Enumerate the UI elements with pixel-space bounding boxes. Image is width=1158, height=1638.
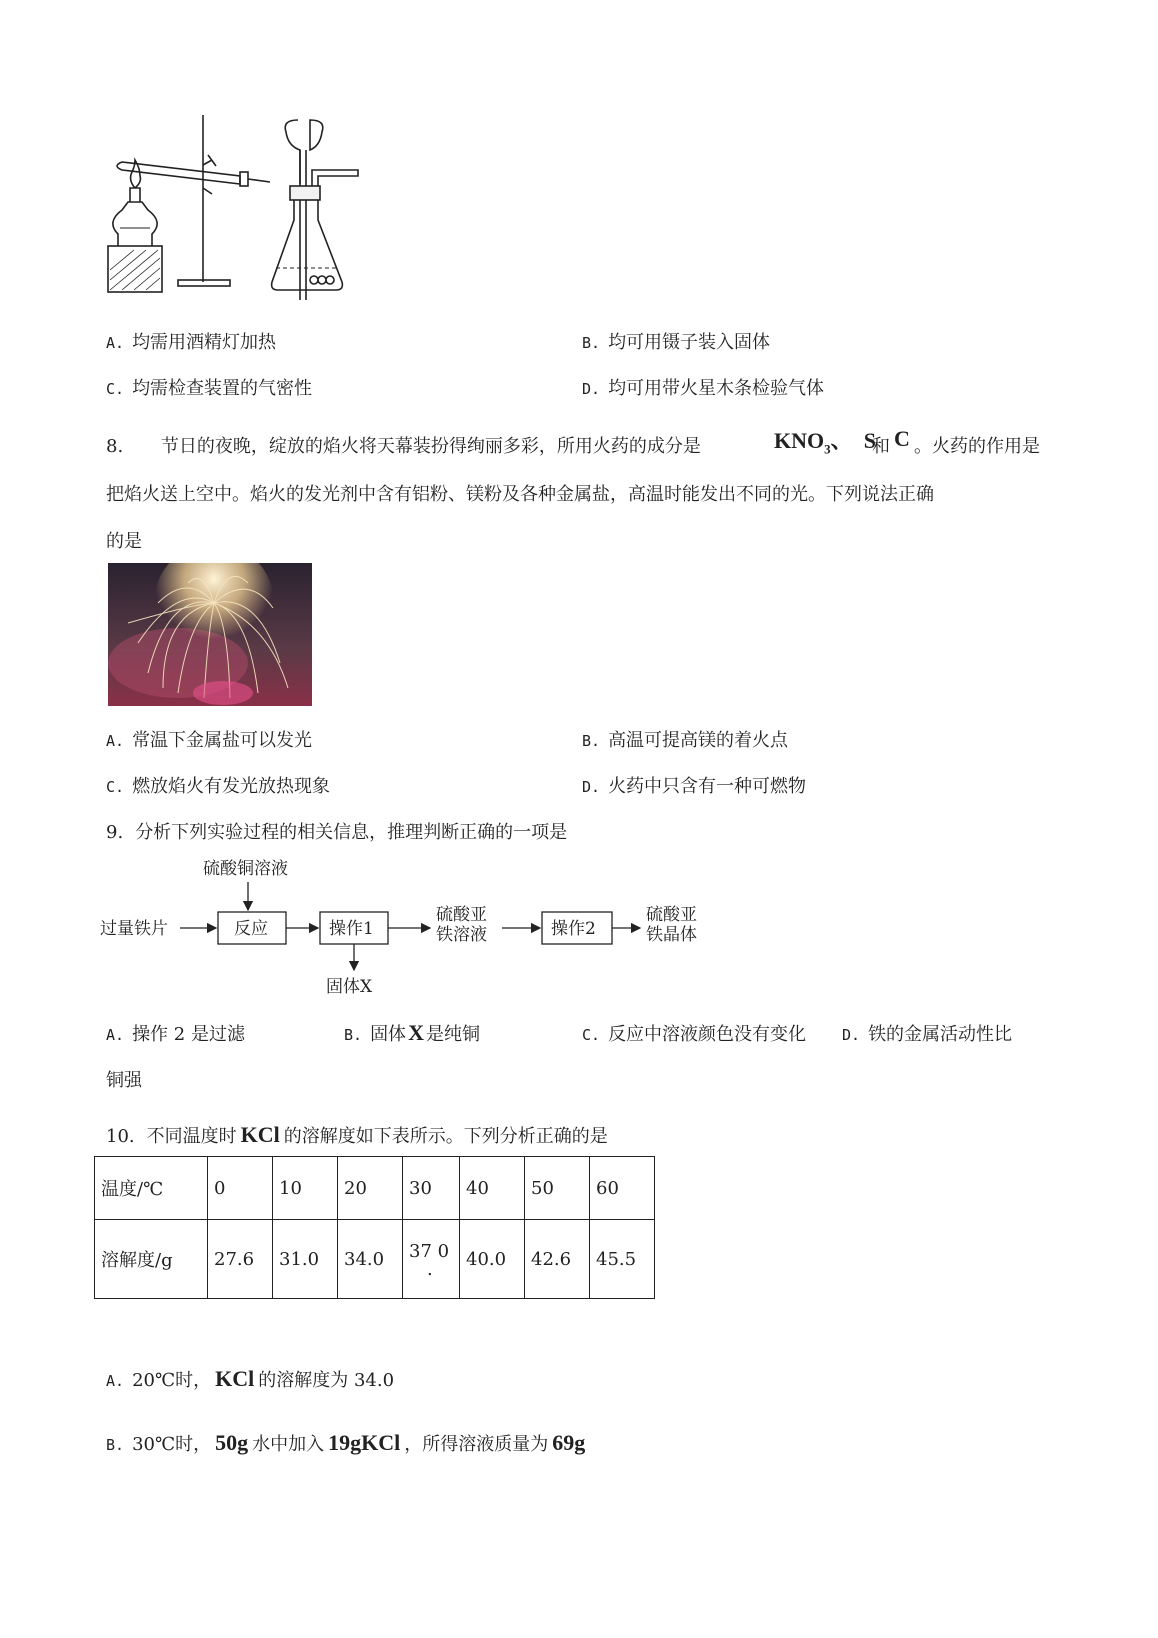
q7-option-d: D. 均可用带火星木条检验气体: [582, 378, 825, 399]
table-cell: 20: [338, 1157, 403, 1220]
table-cell: 31.0: [273, 1220, 338, 1299]
formula-c: C: [894, 426, 910, 451]
q8-stem-line1: 8. 节日的夜晚，绽放的焰火将天幕装扮得绚丽多彩，所用火药的成分是: [106, 436, 701, 457]
q8-line1-tail: 。火药的作用是: [914, 436, 1040, 457]
q8-number: 8.: [106, 436, 124, 457]
process-flow-diagram: [100, 852, 720, 1002]
table-cell: 10: [273, 1157, 338, 1220]
table-row-solubility: [95, 1220, 655, 1299]
apparatus-figure: [100, 110, 370, 310]
table-cell: 50: [525, 1157, 590, 1220]
table-cell: 0: [208, 1157, 273, 1220]
flow-mid-text-2: 铁溶液: [436, 925, 487, 945]
flow-end-text-2: 铁晶体: [646, 925, 697, 945]
q7-option-c: C. 均需检查装置的气密性: [106, 378, 313, 399]
flow-left-input: 过量铁片: [100, 919, 168, 939]
q9-stem: 9. 分析下列实验过程的相关信息，推理判断正确的一项是: [106, 822, 568, 843]
q10-number: 10.: [106, 1126, 135, 1147]
formula-19gkcl: 19gKCl: [328, 1430, 401, 1455]
flow-end-text-1: 硫酸亚: [646, 905, 697, 925]
q8-option-b: B. 高温可提高镁的着火点: [582, 730, 789, 751]
table-header-cell: 溶解度/g: [95, 1220, 208, 1299]
q9-option-d: D. 铁的金属活动性比: [842, 1024, 1013, 1045]
formula-kcl: KCl: [215, 1366, 255, 1391]
solubility-table: [94, 1156, 655, 1299]
q8-option-d: D. 火药中只含有一种可燃物: [582, 776, 807, 797]
table-cell: 37 0 .: [403, 1220, 460, 1299]
table-cell: 40: [460, 1157, 525, 1220]
q9-number: 9.: [106, 822, 124, 843]
q8-and: 和: [872, 436, 890, 457]
table-cell: 42.6: [525, 1220, 590, 1299]
q9-option-b: B. 固体X 是纯铜: [344, 1020, 480, 1045]
q8-stem-line2: 把焰火送上空中。焰火的发光剂中含有铝粉、镁粉及各种金属盐，高温时能发出不同的光。下列说法正确: [106, 484, 934, 505]
q9-option-d-cont: 铜强: [106, 1070, 142, 1091]
q10-option-a: A. 20℃时， KCl 的溶解度为 34.0: [106, 1366, 395, 1391]
formula-69g: 69g: [552, 1430, 586, 1455]
table-cell: 60: [590, 1157, 655, 1220]
table-cell: 34.0: [338, 1220, 403, 1299]
q10-stem: 10. 不同温度时 KCl 的溶解度如下表所示。下列分析正确的是: [106, 1122, 608, 1147]
q7-option-a: A. 均需用酒精灯加热: [106, 332, 277, 353]
table-cell: 45.5: [590, 1220, 655, 1299]
flow-top-input: 硫酸铜溶液: [203, 859, 288, 879]
fireworks-photo: [108, 563, 312, 706]
flow-box2-label: 操作1: [329, 919, 374, 939]
formula-kcl: KCl: [240, 1122, 280, 1147]
flow-box1-label: 反应: [234, 919, 268, 939]
table-cell: 27.6: [208, 1220, 273, 1299]
table-header-cell: 温度/℃: [95, 1157, 208, 1220]
q8-formulas: $KNO_3$、 S: [774, 428, 876, 457]
q7-option-b: B. 均可用镊子装入固体: [582, 332, 771, 353]
flow-bottom-output: 固体X: [326, 977, 373, 997]
q9-option-c: C. 反应中溶液颜色没有变化: [582, 1024, 807, 1045]
formula-s: S: [863, 428, 876, 453]
table-cell: 30: [403, 1157, 460, 1220]
formula-kno3: $KNO_3$: [774, 428, 831, 457]
table-cell: 40.0: [460, 1220, 525, 1299]
q8-stem-line3: 的是: [106, 531, 142, 552]
q9-option-a: A. 操作 2 是过滤: [106, 1024, 245, 1045]
flow-box3-label: 操作2: [551, 919, 596, 939]
formula-50g: 50g: [215, 1430, 249, 1455]
q8-option-a: A. 常温下金属盐可以发光: [106, 730, 313, 751]
table-row-temperature: [95, 1157, 655, 1220]
flow-mid-text-1: 硫酸亚: [436, 905, 487, 925]
formula-x: X: [408, 1020, 424, 1045]
q8-option-c: C. 燃放焰火有发光放热现象: [106, 776, 331, 797]
q10-option-b: B. 30℃时， 50g 水中加入 19gKCl ，所得溶液质量为 69g: [106, 1430, 586, 1455]
